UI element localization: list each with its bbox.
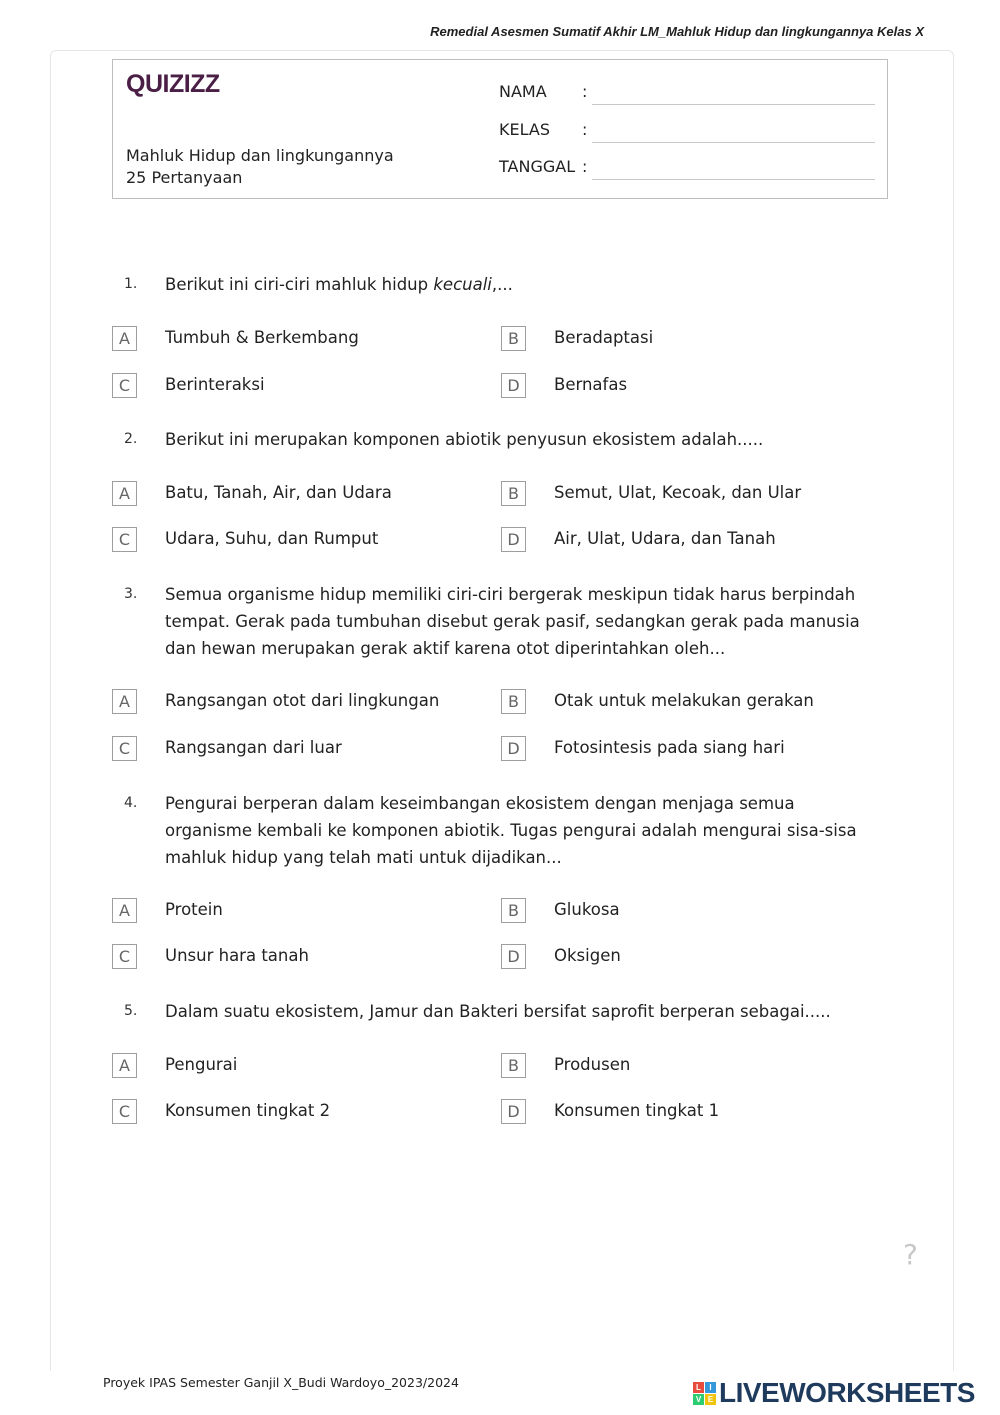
- liveworksheets-tiles-icon: [693, 1382, 716, 1405]
- option-c-text: Rangsangan dari luar: [165, 738, 342, 757]
- liveworksheets-tile: V: [693, 1394, 704, 1405]
- option-d-text: Oksigen: [554, 946, 621, 965]
- option-b-text: Beradaptasi: [554, 328, 654, 347]
- liveworksheets-tile: I: [705, 1382, 716, 1393]
- option-b-box[interactable]: B: [501, 689, 526, 714]
- question-number: 4.: [124, 795, 138, 811]
- document-title: Remedial Asesmen Sumatif Akhir LM_Mahluk Hidup dan lingkungannya Kelas X: [430, 24, 924, 39]
- quizizz-logo: QUIZIZZ: [126, 70, 220, 98]
- option-a-box[interactable]: A: [112, 689, 137, 714]
- question-number: 3.: [124, 586, 138, 602]
- option-b-text: Otak untuk melakukan gerakan: [554, 691, 814, 710]
- date-field[interactable]: [592, 179, 875, 180]
- option-a-box[interactable]: A: [112, 1053, 137, 1078]
- option-b-box[interactable]: B: [501, 326, 526, 351]
- question-text: Berikut ini merupakan komponen abiotik penyusun ekosistem adalah.....: [165, 430, 764, 449]
- liveworksheets-tile: E: [705, 1394, 716, 1405]
- class-colon: :: [582, 120, 588, 139]
- name-field[interactable]: [592, 104, 875, 105]
- name-label: NAMA: [499, 82, 547, 101]
- question-number: 1.: [124, 276, 138, 292]
- option-a-text: Batu, Tanah, Air, dan Udara: [165, 483, 392, 502]
- option-a-text: Tumbuh & Berkembang: [165, 328, 359, 347]
- question-number: 5.: [124, 1003, 138, 1019]
- option-c-box[interactable]: C: [112, 373, 137, 398]
- liveworksheets-tile: L: [693, 1382, 704, 1393]
- option-d-box[interactable]: D: [501, 527, 526, 552]
- question-number: 2.: [124, 431, 138, 447]
- option-d-box[interactable]: D: [501, 1099, 526, 1124]
- name-colon: :: [582, 82, 588, 101]
- option-c-text: Konsumen tingkat 2: [165, 1101, 331, 1120]
- option-a-text: Rangsangan otot dari lingkungan: [165, 691, 440, 710]
- option-b-text: Produsen: [554, 1055, 631, 1074]
- question-count: 25 Pertanyaan: [126, 168, 243, 187]
- option-d-box[interactable]: D: [501, 373, 526, 398]
- option-c-box[interactable]: C: [112, 1099, 137, 1124]
- option-c-text: Unsur hara tanah: [165, 946, 309, 965]
- date-colon: :: [582, 157, 588, 176]
- option-c-text: Berinteraksi: [165, 375, 265, 394]
- option-b-text: Semut, Ulat, Kecoak, dan Ular: [554, 483, 802, 502]
- help-icon[interactable]: ?: [903, 1238, 918, 1271]
- footer-credit: Proyek IPAS Semester Ganjil X_Budi Wardoyo_2023/2024: [103, 1375, 459, 1390]
- option-d-text: Bernafas: [554, 375, 628, 394]
- option-d-text: Air, Ulat, Udara, dan Tanah: [554, 529, 776, 548]
- option-a-box[interactable]: A: [112, 481, 137, 506]
- question-emphasis: kecuali: [433, 275, 492, 294]
- quiz-name: Mahluk Hidup dan lingkungannya: [126, 146, 394, 165]
- option-c-box[interactable]: C: [112, 736, 137, 761]
- option-a-box[interactable]: A: [112, 326, 137, 351]
- question-text: Pengurai berperan dalam keseimbangan ekosistem dengan menjaga semua organisme kembali ke komponen abiotik. Tugas pengurai adalah mengurai sisa-sisa mahluk hidup yang telah mati untuk dijadikan...: [165, 794, 857, 867]
- option-a-text: Protein: [165, 900, 223, 919]
- option-b-box[interactable]: B: [501, 1053, 526, 1078]
- option-a-text: Pengurai: [165, 1055, 238, 1074]
- option-c-text: Udara, Suhu, dan Rumput: [165, 529, 379, 548]
- option-c-box[interactable]: C: [112, 944, 137, 969]
- option-d-box[interactable]: D: [501, 944, 526, 969]
- question-text: Berikut ini ciri-ciri mahluk hidup kecuali,...: [165, 275, 513, 294]
- option-c-box[interactable]: C: [112, 527, 137, 552]
- question-text: Semua organisme hidup memiliki ciri-ciri bergerak meskipun tidak harus berpindah tempat. Gerak pada tumbuhan disebut gerak pasif, sedangkan gerak pada manusia dan hewan merupakan gerak aktif karena otot diperintahkan oleh...: [165, 585, 860, 658]
- option-d-text: Konsumen tingkat 1: [554, 1101, 720, 1120]
- liveworksheets-logo: [693, 1378, 975, 1408]
- liveworksheets-wordmark: LIVEWORKSHEETS: [719, 1377, 975, 1408]
- class-label: KELAS: [499, 120, 550, 139]
- question-text: Dalam suatu ekosistem, Jamur dan Bakteri bersifat saprofit berperan sebagai.....: [165, 1002, 831, 1021]
- date-label: TANGGAL: [499, 157, 576, 176]
- option-b-box[interactable]: B: [501, 898, 526, 923]
- option-b-text: Glukosa: [554, 900, 620, 919]
- option-d-box[interactable]: D: [501, 736, 526, 761]
- option-d-text: Fotosintesis pada siang hari: [554, 738, 785, 757]
- class-field[interactable]: [592, 142, 875, 143]
- option-a-box[interactable]: A: [112, 898, 137, 923]
- option-b-box[interactable]: B: [501, 481, 526, 506]
